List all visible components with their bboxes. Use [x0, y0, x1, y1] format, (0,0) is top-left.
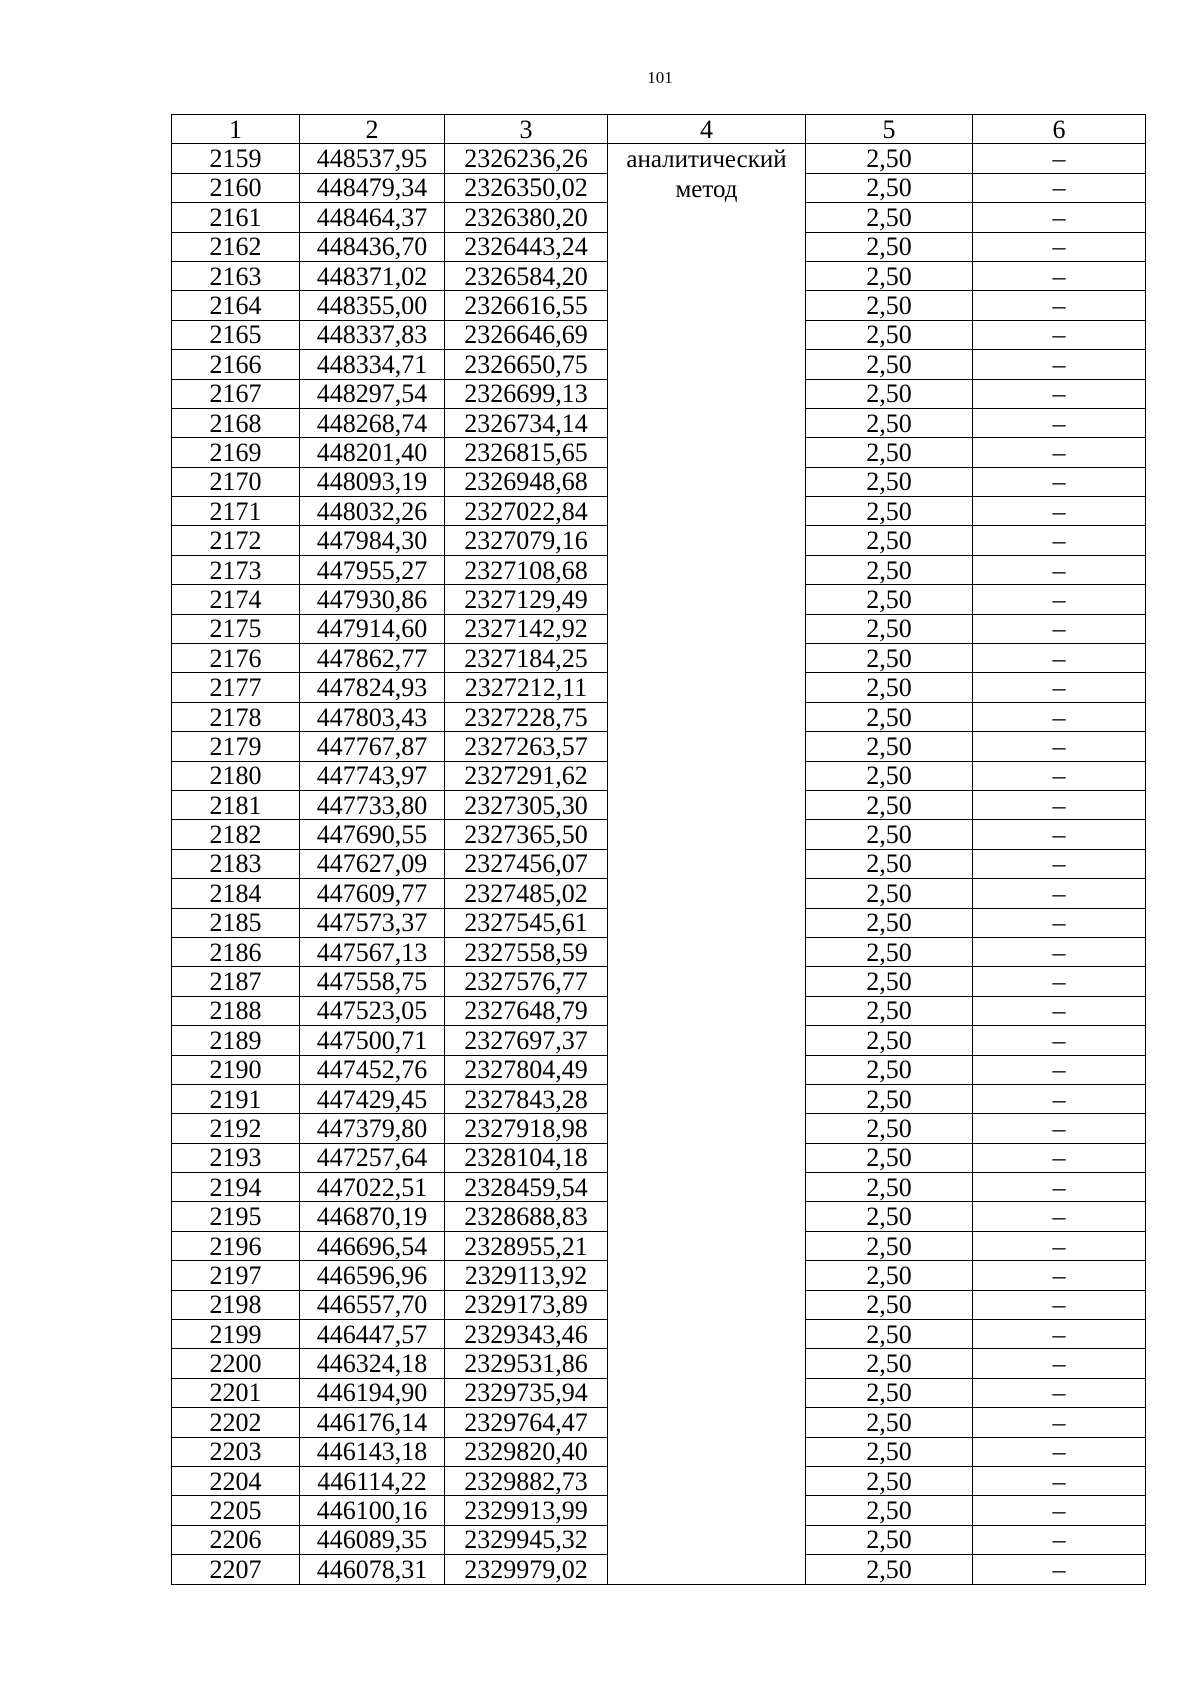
description-cell: –	[973, 967, 1146, 996]
point-number-cell: 2171	[172, 497, 300, 526]
point-number-cell: 2185	[172, 908, 300, 937]
accuracy-cell: 2,50	[806, 1173, 973, 1202]
point-number-cell: 2193	[172, 1143, 300, 1172]
accuracy-cell: 2,50	[806, 790, 973, 819]
y-coordinate-cell: 2326350,02	[445, 173, 608, 202]
description-cell: –	[973, 1378, 1146, 1407]
column-header: 1	[172, 115, 300, 144]
accuracy-cell: 2,50	[806, 761, 973, 790]
accuracy-cell: 2,50	[806, 1261, 973, 1290]
y-coordinate-cell: 2327305,30	[445, 790, 608, 819]
y-coordinate-cell: 2326584,20	[445, 261, 608, 290]
description-cell: –	[973, 526, 1146, 555]
accuracy-cell: 2,50	[806, 1466, 973, 1495]
x-coordinate-cell: 448436,70	[300, 232, 445, 261]
point-number-cell: 2202	[172, 1408, 300, 1437]
description-cell: –	[973, 408, 1146, 437]
x-coordinate-cell: 447733,80	[300, 790, 445, 819]
point-number-cell: 2200	[172, 1349, 300, 1378]
point-number-cell: 2166	[172, 350, 300, 379]
point-number-cell: 2191	[172, 1084, 300, 1113]
point-number-cell: 2163	[172, 261, 300, 290]
accuracy-cell: 2,50	[806, 1525, 973, 1554]
accuracy-cell: 2,50	[806, 1555, 973, 1584]
x-coordinate-cell: 448337,83	[300, 320, 445, 349]
x-coordinate-cell: 446176,14	[300, 1408, 445, 1437]
y-coordinate-cell: 2329882,73	[445, 1466, 608, 1495]
accuracy-cell: 2,50	[806, 497, 973, 526]
y-coordinate-cell: 2326380,20	[445, 203, 608, 232]
description-cell: –	[973, 908, 1146, 937]
x-coordinate-cell: 448355,00	[300, 291, 445, 320]
x-coordinate-cell: 448297,54	[300, 379, 445, 408]
description-cell: –	[973, 1026, 1146, 1055]
description-cell: –	[973, 1055, 1146, 1084]
y-coordinate-cell: 2329343,46	[445, 1320, 608, 1349]
accuracy-cell: 2,50	[806, 879, 973, 908]
description-cell: –	[973, 820, 1146, 849]
y-coordinate-cell: 2326650,75	[445, 350, 608, 379]
y-coordinate-cell: 2327291,62	[445, 761, 608, 790]
y-coordinate-cell: 2326236,26	[445, 144, 608, 173]
x-coordinate-cell: 447930,86	[300, 585, 445, 614]
accuracy-cell: 2,50	[806, 996, 973, 1025]
y-coordinate-cell: 2326734,14	[445, 408, 608, 437]
accuracy-cell: 2,50	[806, 555, 973, 584]
description-cell: –	[973, 614, 1146, 643]
y-coordinate-cell: 2327576,77	[445, 967, 608, 996]
x-coordinate-cell: 446596,96	[300, 1261, 445, 1290]
description-cell: –	[973, 1496, 1146, 1525]
y-coordinate-cell: 2326646,69	[445, 320, 608, 349]
column-header: 2	[300, 115, 445, 144]
y-coordinate-cell: 2329173,89	[445, 1290, 608, 1319]
y-coordinate-cell: 2327804,49	[445, 1055, 608, 1084]
x-coordinate-cell: 446078,31	[300, 1555, 445, 1584]
point-number-cell: 2205	[172, 1496, 300, 1525]
point-number-cell: 2204	[172, 1466, 300, 1495]
accuracy-cell: 2,50	[806, 408, 973, 437]
x-coordinate-cell: 447500,71	[300, 1026, 445, 1055]
accuracy-cell: 2,50	[806, 1084, 973, 1113]
y-coordinate-cell: 2327648,79	[445, 996, 608, 1025]
point-number-cell: 2183	[172, 849, 300, 878]
description-cell: –	[973, 1084, 1146, 1113]
point-number-cell: 2196	[172, 1231, 300, 1260]
accuracy-cell: 2,50	[806, 1202, 973, 1231]
x-coordinate-cell: 447429,45	[300, 1084, 445, 1113]
accuracy-cell: 2,50	[806, 967, 973, 996]
x-coordinate-cell: 447257,64	[300, 1143, 445, 1172]
y-coordinate-cell: 2327485,02	[445, 879, 608, 908]
point-number-cell: 2206	[172, 1525, 300, 1554]
description-cell: –	[973, 1320, 1146, 1349]
x-coordinate-cell: 447803,43	[300, 702, 445, 731]
description-cell: –	[973, 173, 1146, 202]
x-coordinate-cell: 446114,22	[300, 1466, 445, 1495]
point-number-cell: 2172	[172, 526, 300, 555]
description-cell: –	[973, 585, 1146, 614]
y-coordinate-cell: 2327228,75	[445, 702, 608, 731]
column-header: 4	[608, 115, 806, 144]
description-cell: –	[973, 438, 1146, 467]
x-coordinate-cell: 448334,71	[300, 350, 445, 379]
x-coordinate-cell: 446696,54	[300, 1231, 445, 1260]
accuracy-cell: 2,50	[806, 1349, 973, 1378]
point-number-cell: 2169	[172, 438, 300, 467]
accuracy-cell: 2,50	[806, 1055, 973, 1084]
y-coordinate-cell: 2327263,57	[445, 732, 608, 761]
accuracy-cell: 2,50	[806, 673, 973, 702]
y-coordinate-cell: 2328459,54	[445, 1173, 608, 1202]
description-cell: –	[973, 1555, 1146, 1584]
accuracy-cell: 2,50	[806, 1437, 973, 1466]
point-number-cell: 2182	[172, 820, 300, 849]
point-number-cell: 2199	[172, 1320, 300, 1349]
description-cell: –	[973, 467, 1146, 496]
x-coordinate-cell: 448371,02	[300, 261, 445, 290]
point-number-cell: 2175	[172, 614, 300, 643]
description-cell: –	[973, 261, 1146, 290]
y-coordinate-cell: 2329820,40	[445, 1437, 608, 1466]
y-coordinate-cell: 2327108,68	[445, 555, 608, 584]
accuracy-cell: 2,50	[806, 1320, 973, 1349]
accuracy-cell: 2,50	[806, 526, 973, 555]
description-cell: –	[973, 790, 1146, 819]
accuracy-cell: 2,50	[806, 849, 973, 878]
point-number-cell: 2168	[172, 408, 300, 437]
y-coordinate-cell: 2327184,25	[445, 644, 608, 673]
accuracy-cell: 2,50	[806, 732, 973, 761]
y-coordinate-cell: 2326815,65	[445, 438, 608, 467]
description-cell: –	[973, 1173, 1146, 1202]
point-number-cell: 2177	[172, 673, 300, 702]
accuracy-cell: 2,50	[806, 173, 973, 202]
point-number-cell: 2165	[172, 320, 300, 349]
x-coordinate-cell: 447558,75	[300, 967, 445, 996]
accuracy-cell: 2,50	[806, 585, 973, 614]
x-coordinate-cell: 448032,26	[300, 497, 445, 526]
column-header: 3	[445, 115, 608, 144]
x-coordinate-cell: 447984,30	[300, 526, 445, 555]
x-coordinate-cell: 446870,19	[300, 1202, 445, 1231]
point-number-cell: 2207	[172, 1555, 300, 1584]
y-coordinate-cell: 2327697,37	[445, 1026, 608, 1055]
x-coordinate-cell: 447567,13	[300, 937, 445, 966]
x-coordinate-cell: 447955,27	[300, 555, 445, 584]
y-coordinate-cell: 2328104,18	[445, 1143, 608, 1172]
x-coordinate-cell: 447690,55	[300, 820, 445, 849]
y-coordinate-cell: 2327142,92	[445, 614, 608, 643]
y-coordinate-cell: 2329945,32	[445, 1525, 608, 1554]
y-coordinate-cell: 2327843,28	[445, 1084, 608, 1113]
x-coordinate-cell: 447743,97	[300, 761, 445, 790]
point-number-cell: 2173	[172, 555, 300, 584]
x-coordinate-cell: 448093,19	[300, 467, 445, 496]
description-cell: –	[973, 1525, 1146, 1554]
point-number-cell: 2164	[172, 291, 300, 320]
description-cell: –	[973, 350, 1146, 379]
accuracy-cell: 2,50	[806, 438, 973, 467]
description-cell: –	[973, 1349, 1146, 1378]
accuracy-cell: 2,50	[806, 614, 973, 643]
x-coordinate-cell: 446100,16	[300, 1496, 445, 1525]
table-header-row	[172, 115, 1146, 144]
description-cell: –	[973, 379, 1146, 408]
x-coordinate-cell: 446557,70	[300, 1290, 445, 1319]
accuracy-cell: 2,50	[806, 1143, 973, 1172]
accuracy-cell: 2,50	[806, 1378, 973, 1407]
x-coordinate-cell: 448268,74	[300, 408, 445, 437]
x-coordinate-cell: 446143,18	[300, 1437, 445, 1466]
x-coordinate-cell: 447523,05	[300, 996, 445, 1025]
accuracy-cell: 2,50	[806, 320, 973, 349]
description-cell: –	[973, 761, 1146, 790]
coordinates-table	[171, 114, 1146, 1585]
point-number-cell: 2162	[172, 232, 300, 261]
table-body	[172, 144, 1146, 1584]
y-coordinate-cell: 2326948,68	[445, 467, 608, 496]
y-coordinate-cell: 2329764,47	[445, 1408, 608, 1437]
x-coordinate-cell: 447914,60	[300, 614, 445, 643]
accuracy-cell: 2,50	[806, 261, 973, 290]
accuracy-cell: 2,50	[806, 291, 973, 320]
point-number-cell: 2197	[172, 1261, 300, 1290]
accuracy-cell: 2,50	[806, 379, 973, 408]
description-cell: –	[973, 1437, 1146, 1466]
y-coordinate-cell: 2326616,55	[445, 291, 608, 320]
point-number-cell: 2179	[172, 732, 300, 761]
accuracy-cell: 2,50	[806, 1408, 973, 1437]
description-cell: –	[973, 555, 1146, 584]
description-cell: –	[973, 1261, 1146, 1290]
x-coordinate-cell: 448464,37	[300, 203, 445, 232]
accuracy-cell: 2,50	[806, 1290, 973, 1319]
point-number-cell: 2180	[172, 761, 300, 790]
point-number-cell: 2167	[172, 379, 300, 408]
description-cell: –	[973, 1143, 1146, 1172]
x-coordinate-cell: 446324,18	[300, 1349, 445, 1378]
description-cell: –	[973, 996, 1146, 1025]
table-row	[172, 144, 1146, 173]
y-coordinate-cell: 2329531,86	[445, 1349, 608, 1378]
accuracy-cell: 2,50	[806, 644, 973, 673]
accuracy-cell: 2,50	[806, 820, 973, 849]
y-coordinate-cell: 2329735,94	[445, 1378, 608, 1407]
accuracy-cell: 2,50	[806, 1026, 973, 1055]
point-number-cell: 2178	[172, 702, 300, 731]
point-number-cell: 2189	[172, 1026, 300, 1055]
description-cell: –	[973, 232, 1146, 261]
y-coordinate-cell: 2326699,13	[445, 379, 608, 408]
y-coordinate-cell: 2329113,92	[445, 1261, 608, 1290]
x-coordinate-cell: 448201,40	[300, 438, 445, 467]
y-coordinate-cell: 2327558,59	[445, 937, 608, 966]
description-cell: –	[973, 291, 1146, 320]
accuracy-cell: 2,50	[806, 1496, 973, 1525]
description-cell: –	[973, 1114, 1146, 1143]
accuracy-cell: 2,50	[806, 937, 973, 966]
point-number-cell: 2188	[172, 996, 300, 1025]
description-cell: –	[973, 1466, 1146, 1495]
point-number-cell: 2195	[172, 1202, 300, 1231]
y-coordinate-cell: 2327212,11	[445, 673, 608, 702]
description-cell: –	[973, 203, 1146, 232]
x-coordinate-cell: 447824,93	[300, 673, 445, 702]
description-cell: –	[973, 732, 1146, 761]
accuracy-cell: 2,50	[806, 350, 973, 379]
y-coordinate-cell: 2328955,21	[445, 1231, 608, 1260]
x-coordinate-cell: 447379,80	[300, 1114, 445, 1143]
description-cell: –	[973, 937, 1146, 966]
x-coordinate-cell: 448479,34	[300, 173, 445, 202]
description-cell: –	[973, 497, 1146, 526]
accuracy-cell: 2,50	[806, 1114, 973, 1143]
point-number-cell: 2190	[172, 1055, 300, 1084]
description-cell: –	[973, 849, 1146, 878]
accuracy-cell: 2,50	[806, 467, 973, 496]
y-coordinate-cell: 2327022,84	[445, 497, 608, 526]
x-coordinate-cell: 447767,87	[300, 732, 445, 761]
description-cell: –	[973, 702, 1146, 731]
accuracy-cell: 2,50	[806, 702, 973, 731]
accuracy-cell: 2,50	[806, 144, 973, 173]
page-number: 101	[647, 68, 673, 87]
y-coordinate-cell: 2327456,07	[445, 849, 608, 878]
y-coordinate-cell: 2327365,50	[445, 820, 608, 849]
description-cell: –	[973, 644, 1146, 673]
description-cell: –	[973, 1202, 1146, 1231]
point-number-cell: 2174	[172, 585, 300, 614]
description-cell: –	[973, 1290, 1146, 1319]
description-cell: –	[973, 320, 1146, 349]
x-coordinate-cell: 446447,57	[300, 1320, 445, 1349]
x-coordinate-cell: 447022,51	[300, 1173, 445, 1202]
x-coordinate-cell: 447573,37	[300, 908, 445, 937]
x-coordinate-cell: 448537,95	[300, 144, 445, 173]
point-number-cell: 2186	[172, 937, 300, 966]
y-coordinate-cell: 2327129,49	[445, 585, 608, 614]
point-number-cell: 2192	[172, 1114, 300, 1143]
y-coordinate-cell: 2327918,98	[445, 1114, 608, 1143]
point-number-cell: 2194	[172, 1173, 300, 1202]
description-cell: –	[973, 673, 1146, 702]
x-coordinate-cell: 447862,77	[300, 644, 445, 673]
point-number-cell: 2170	[172, 467, 300, 496]
description-cell: –	[973, 144, 1146, 173]
accuracy-cell: 2,50	[806, 1231, 973, 1260]
y-coordinate-cell: 2327545,61	[445, 908, 608, 937]
accuracy-cell: 2,50	[806, 908, 973, 937]
description-cell: –	[973, 1231, 1146, 1260]
y-coordinate-cell: 2326443,24	[445, 232, 608, 261]
description-cell: –	[973, 1408, 1146, 1437]
accuracy-cell: 2,50	[806, 203, 973, 232]
accuracy-cell: 2,50	[806, 232, 973, 261]
y-coordinate-cell: 2329979,02	[445, 1555, 608, 1584]
method-cell: аналитический метод	[608, 144, 806, 1584]
x-coordinate-cell: 446089,35	[300, 1525, 445, 1554]
column-header: 5	[806, 115, 973, 144]
point-number-cell: 2203	[172, 1437, 300, 1466]
x-coordinate-cell: 447627,09	[300, 849, 445, 878]
point-number-cell: 2176	[172, 644, 300, 673]
y-coordinate-cell: 2329913,99	[445, 1496, 608, 1525]
point-number-cell: 2201	[172, 1378, 300, 1407]
point-number-cell: 2160	[172, 173, 300, 202]
column-header: 6	[973, 115, 1146, 144]
x-coordinate-cell: 446194,90	[300, 1378, 445, 1407]
y-coordinate-cell: 2328688,83	[445, 1202, 608, 1231]
x-coordinate-cell: 447609,77	[300, 879, 445, 908]
x-coordinate-cell: 447452,76	[300, 1055, 445, 1084]
point-number-cell: 2187	[172, 967, 300, 996]
point-number-cell: 2184	[172, 879, 300, 908]
description-cell: –	[973, 879, 1146, 908]
point-number-cell: 2161	[172, 203, 300, 232]
point-number-cell: 2159	[172, 144, 300, 173]
point-number-cell: 2198	[172, 1290, 300, 1319]
y-coordinate-cell: 2327079,16	[445, 526, 608, 555]
point-number-cell: 2181	[172, 790, 300, 819]
